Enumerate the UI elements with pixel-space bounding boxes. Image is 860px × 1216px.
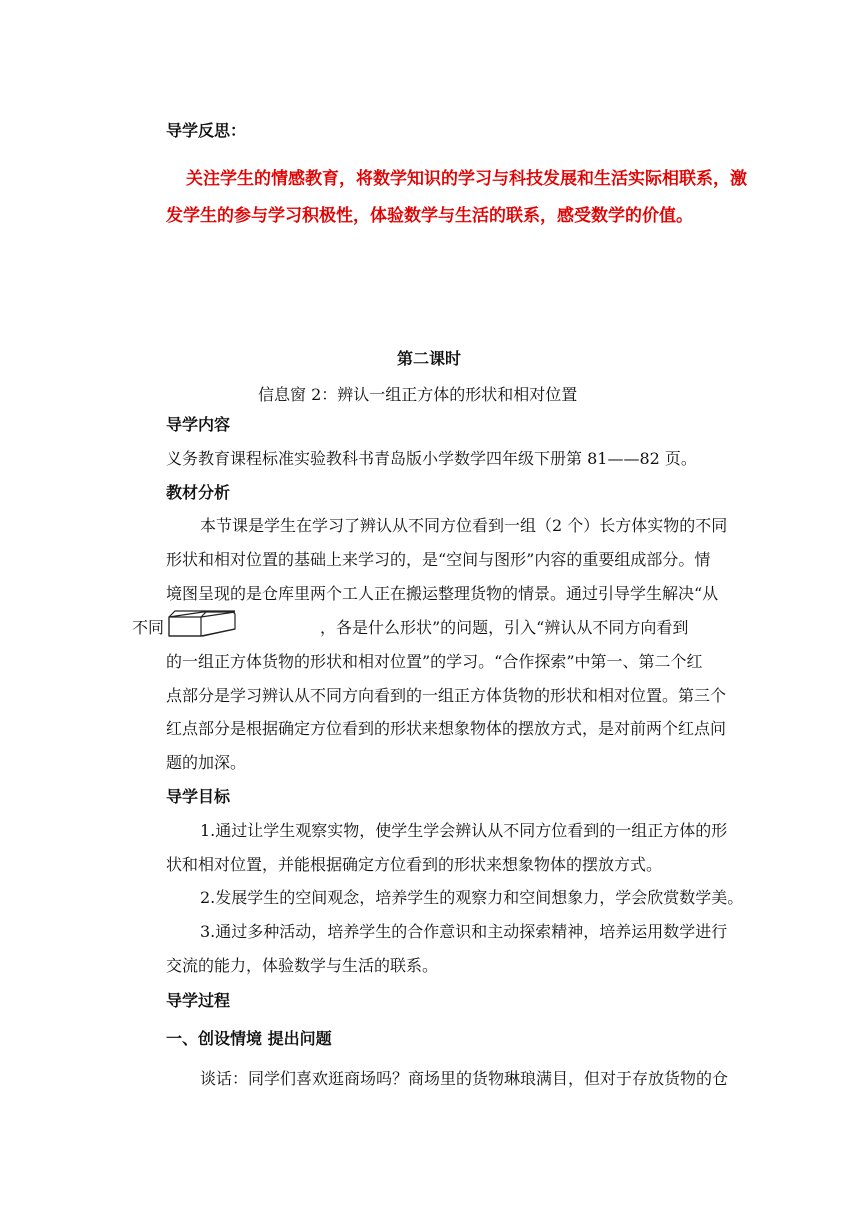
lesson-title: 第二课时 xyxy=(397,349,462,368)
reflection-line-2: 发学生的参与学习积极性，体验数学与生活的联系，感受数学的价值。 xyxy=(166,206,693,226)
analysis-line-3: 境图呈现的是仓库里两个工人正在搬运整理货物的情景。通过引导学生解决“从 xyxy=(166,584,719,603)
lesson-subtitle: 信息窗 2：辨认一组正方体的形状和相对位置 xyxy=(258,385,578,404)
goal-line-5: 交流的能力，体验数学与生活的联系。 xyxy=(166,956,439,975)
reflection-heading: 导学反思： xyxy=(166,121,247,140)
goals-heading: 导学目标 xyxy=(166,787,231,806)
goal-line-3: 2.发展学生的空间观念，培养学生的观察力和空间想象力，学会欣赏数学美。 xyxy=(200,888,744,907)
goal-line-1: 1.通过让学生观察实物，使学生学会辨认从不同方位看到的一组正方体的形 xyxy=(200,821,728,840)
cuboid-figure xyxy=(163,607,239,641)
analysis-line-7: 红点部分是根据确定方位看到的形状来想象物体的摆放方式，是对前两个红点问 xyxy=(166,719,727,738)
analysis-line-4: ，各是什么形状”的问题，引入“辨认从不同方向看到 xyxy=(320,618,689,637)
analysis-line-8: 题的加深。 xyxy=(166,753,247,772)
section-1-heading: 一、创设情境 提出问题 xyxy=(166,1029,332,1048)
goal-line-4: 3.通过多种活动，培养学生的合作意识和主动探索精神，培养运用数学进行 xyxy=(200,922,728,941)
content-heading: 导学内容 xyxy=(166,415,231,434)
goal-line-2: 状和相对位置，并能根据确定方位看到的形状来想象物体的摆放方式。 xyxy=(166,855,663,874)
talk-line: 谈话：同学们喜欢逛商场吗？商场里的货物琳琅满目，但对于存放货物的仓 xyxy=(200,1069,729,1088)
content-text: 义务教育课程标准实验教科书青岛版小学数学四年级下册第 81——82 页。 xyxy=(166,449,697,468)
analysis-line-2: 形状和相对位置的基础上来学习的，是“空间与图形”内容的重要组成部分。情 xyxy=(166,550,711,569)
analysis-line-1: 本节课是学生在学习了辨认从不同方位看到一组（2 个）长方体实物的不同 xyxy=(200,516,728,535)
analysis-line-6: 点部分是学习辨认从不同方向看到的一组正方体货物的形状和相对位置。第三个 xyxy=(166,686,727,705)
analysis-line-4-prefix: 不同 xyxy=(132,618,165,637)
analysis-heading: 教材分析 xyxy=(166,483,231,502)
process-heading: 导学过程 xyxy=(166,991,231,1010)
analysis-line-5: 的一组正方体货物的形状和相对位置”的学习。“合作探索”中第一、第二个红 xyxy=(166,652,703,671)
reflection-line-1: 关注学生的情感教育，将数学知识的学习与科技发展和生活实际相联系，激 xyxy=(186,169,747,189)
